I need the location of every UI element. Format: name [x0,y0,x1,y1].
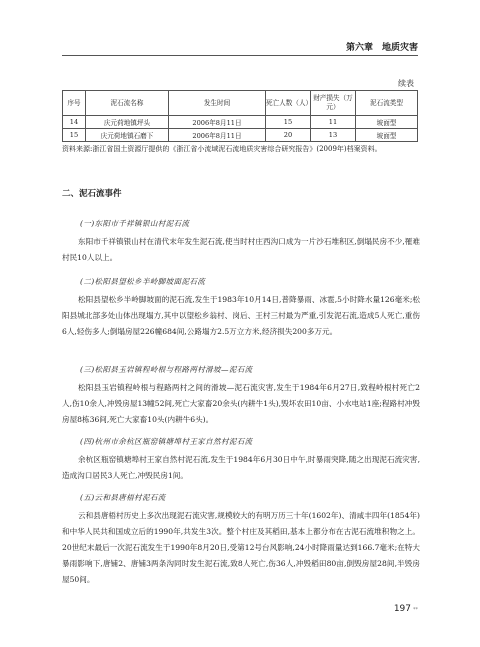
disaster-table [62,90,418,142]
chapter-header: 第六章 地质灾害 [345,43,418,53]
table-cell: 13 [311,129,356,142]
page-number-tag: ** [413,607,418,613]
table-cell: 坡面型 [356,116,418,129]
table-cell: 庆元荷地镇坪头 [86,116,169,129]
table-row [63,116,418,129]
event-paragraph: 松阳县玉岩镇程岭根与程路两村之间的滑坡—泥石流灾害,发生于1984年6月27日,致程岭根村死亡2人,伤10余人,冲毁房屋13幢52间,死亡大家畜20余头(内耕牛1头),毁坏农田10亩、小水电站1座;程路村冲毁房屋8栋36间,死亡大家畜10头(内耕牛6头)。 [62,383,420,424]
event-paragraph: 余杭区瓶窑镇塘埠村王家自然村泥石流,发生于1984年6月30日中午,时暴雨突降,随之出现泥石流灾害,造成沟口居民3人死亡,冲毁民房1间。 [62,455,420,480]
table-cell: 11 [311,116,356,129]
page-number: 197 [393,604,411,614]
table-row [63,129,418,142]
event-title: (二)松阳县望松乡半岭脚坡面泥石流 [80,277,206,286]
source-note: 资料来源:浙江省国土资源厅提供的《浙江省小流域泥石流地质灾害综合研究报告》(2009年)档案资料。 [62,145,382,153]
column-header: 发生时间 [169,91,266,116]
header-rule [62,55,418,56]
page-number-area [394,604,418,614]
event-title: (三)松阳县玉岩镇程岭根与程路两村滑坡—泥石流 [80,365,253,374]
event-title: (一)东阳市千祥镇银山村泥石流 [80,219,190,228]
section-title: 二、泥石流事件 [62,189,122,199]
event-paragraph: 松阳县望松乡半岭脚坡面的泥石流,发生于1983年10月14日,普降暴雨、冰雹,5小时降水量126毫米;松阳县城北部多处山体出现塌方,其中以望松乡翁村、岗后、王村三村最为严重,引发泥石流,造成5人死亡,重伤6人,轻伤多人;倒塌房屋226幢684间,公路塌方2.5万立方米,经济损失200多万元。 [62,295,420,336]
table-cell: 庆元荷地镇石磨下 [86,129,169,142]
table-header-row [63,91,418,116]
event-paragraph: 东阳市千祥镇银山村在清代末年发生泥石流,使当时村庄西沟口成为一片沙石堆积区,倒塌民房不少,罹难村民10人以上。 [62,237,420,262]
column-header: 死亡人数（人） [266,91,311,116]
event-paragraph: 云和县唐梧村历史上多次出现泥石流灾害,规模较大的有明万历三十年(1602年)、清咸丰四年(1854年)和中华人民共和国成立后的1990年,共发生3次。整个村庄及其稻田,基本上都分布在古泥石流堆积物之上。20世纪末最后一次泥石流发生于1990年8月20日,受第12号台风影响,24小时降雨量达到166.7毫米;在特大暴雨影响下,唐铺2、唐铺3两条沟同时发生泥石流,致8人死亡,伤36人,冲毁稻田80亩,倒毁房屋28间,半毁房屋50间。 [62,511,420,584]
table-cell: 坡面型 [356,129,418,142]
table-cell: 20 [266,129,311,142]
table-cell: 15 [63,129,86,142]
event-title: (五)云和县唐梧村泥石流 [80,493,166,502]
table-cell: 2006年8月11日 [169,116,266,129]
table-cell: 15 [266,116,311,129]
table-cell: 2006年8月11日 [169,129,266,142]
event-title: (四)杭州市余杭区瓶窑镇塘埠村王家自然村泥石流 [80,437,253,446]
column-header: 泥石流名称 [86,91,169,116]
column-header: 财产损失（万元） [311,91,356,116]
column-header: 序号 [63,91,86,116]
table-continued-label: 续表 [398,79,414,88]
column-header: 泥石流类型 [356,91,418,116]
table-cell: 14 [63,116,86,129]
